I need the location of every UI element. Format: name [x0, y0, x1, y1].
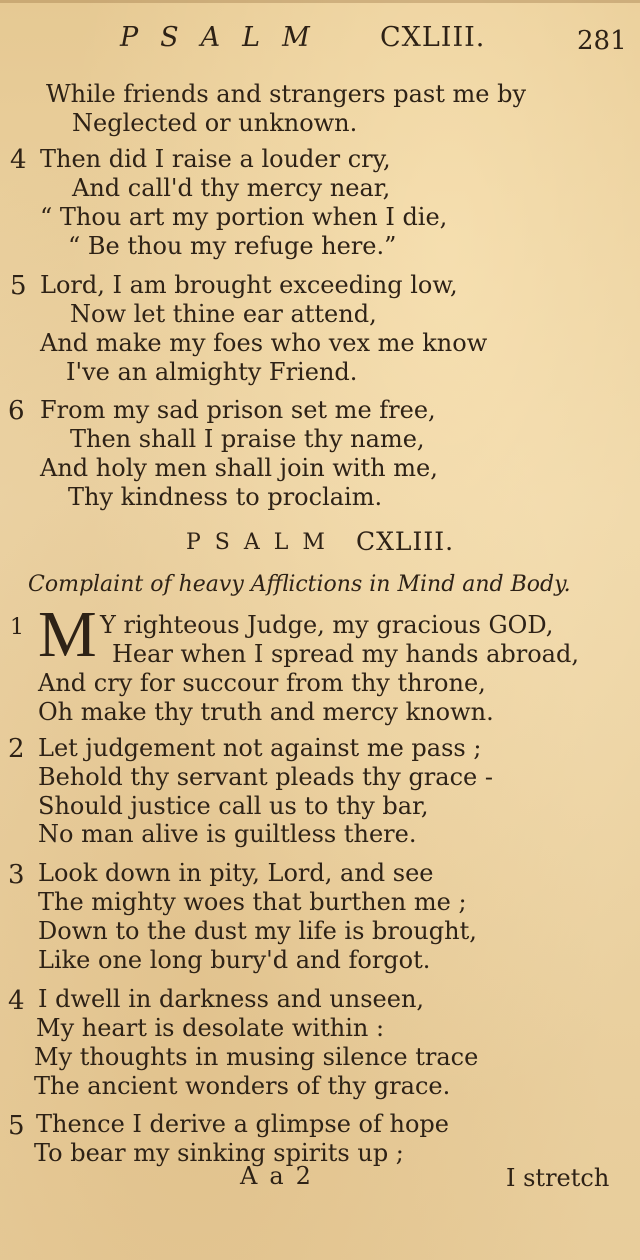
verse-line: The mighty woes that burthen me ; [38, 888, 467, 916]
page-number: 281 [577, 26, 627, 56]
verse-line: And holy men shall join with me, [40, 454, 438, 482]
verse-line: And make my foes who vex me know [40, 329, 488, 357]
verse-line: From my sad prison set me free, [40, 396, 436, 424]
verse-line: Now let thine ear attend, [70, 300, 377, 328]
verse-line: To bear my sinking spirits up ; [34, 1139, 404, 1167]
stanza-number: 4 [10, 145, 27, 175]
verse-line: And cry for succour from thy throne, [38, 669, 486, 697]
verse-line: Behold thy servant pleads thy grace - [38, 763, 493, 791]
verse-line: I've an almighty Friend. [66, 358, 358, 386]
verse-line: “ Thou art my portion when I die, [40, 203, 448, 231]
verse-line: My thoughts in musing silence trace [34, 1043, 479, 1071]
verse-line: The ancient wonders of thy grace. [34, 1072, 451, 1100]
verse-line: Let judgement not against me pass ; [38, 734, 482, 762]
stanza-number: 5 [8, 1111, 25, 1141]
stanza-number: 5 [10, 271, 27, 301]
catchword: I stretch [506, 1164, 610, 1192]
psalm-heading: PSALM [186, 530, 339, 555]
stanza-number: 3 [8, 860, 25, 890]
verse-line: Oh make thy truth and mercy known. [38, 698, 494, 726]
running-head-title: PSALM [120, 22, 332, 53]
verse-line: Neglected or unknown. [72, 109, 358, 137]
signature-mark: Aa2 [240, 1162, 323, 1190]
stanza-number: 4 [8, 986, 25, 1016]
verse-line: “ Be thou my refuge here.” [68, 232, 397, 260]
running-head-psalm-number: CXLIII. [380, 22, 486, 53]
verse-line: My heart is desolate within : [36, 1014, 385, 1042]
verse-line: No man alive is guiltless there. [38, 820, 417, 848]
verse-line: I dwell in darkness and unseen, [38, 985, 425, 1013]
verse-line: While friends and strangers past me by [46, 80, 527, 108]
verse-line: Lord, I am brought exceeding low, [40, 271, 458, 299]
page-top-edge [0, 0, 640, 3]
verse-line: Then did I raise a louder cry, [40, 145, 391, 173]
stanza-number: 1 [10, 615, 24, 640]
verse-line: And call'd thy mercy near, [72, 174, 391, 202]
verse-line: Like one long bury'd and forgot. [38, 946, 431, 974]
verse-line: Thence I derive a glimpse of hope [36, 1110, 449, 1138]
verse-line: Thy kindness to proclaim. [68, 483, 383, 511]
verse-line: Down to the dust my life is brought, [38, 917, 477, 945]
verse-line: Should justice call us to thy bar, [38, 792, 429, 820]
verse-line: Y righteous Judge, my gracious GOD, [100, 611, 554, 639]
stanza-number: 2 [8, 734, 25, 764]
stanza-number: 6 [8, 396, 25, 426]
psalm-subtitle: Complaint of heavy Afflictions in Mind and Body. [28, 572, 571, 597]
drop-cap-letter: M [38, 598, 97, 671]
verse-line: Look down in pity, Lord, and see [38, 859, 434, 887]
verse-line: Hear when I spread my hands abroad, [112, 640, 579, 668]
verse-line: Then shall I praise thy name, [70, 425, 425, 453]
psalm-heading-number: CXLIII. [356, 527, 455, 556]
